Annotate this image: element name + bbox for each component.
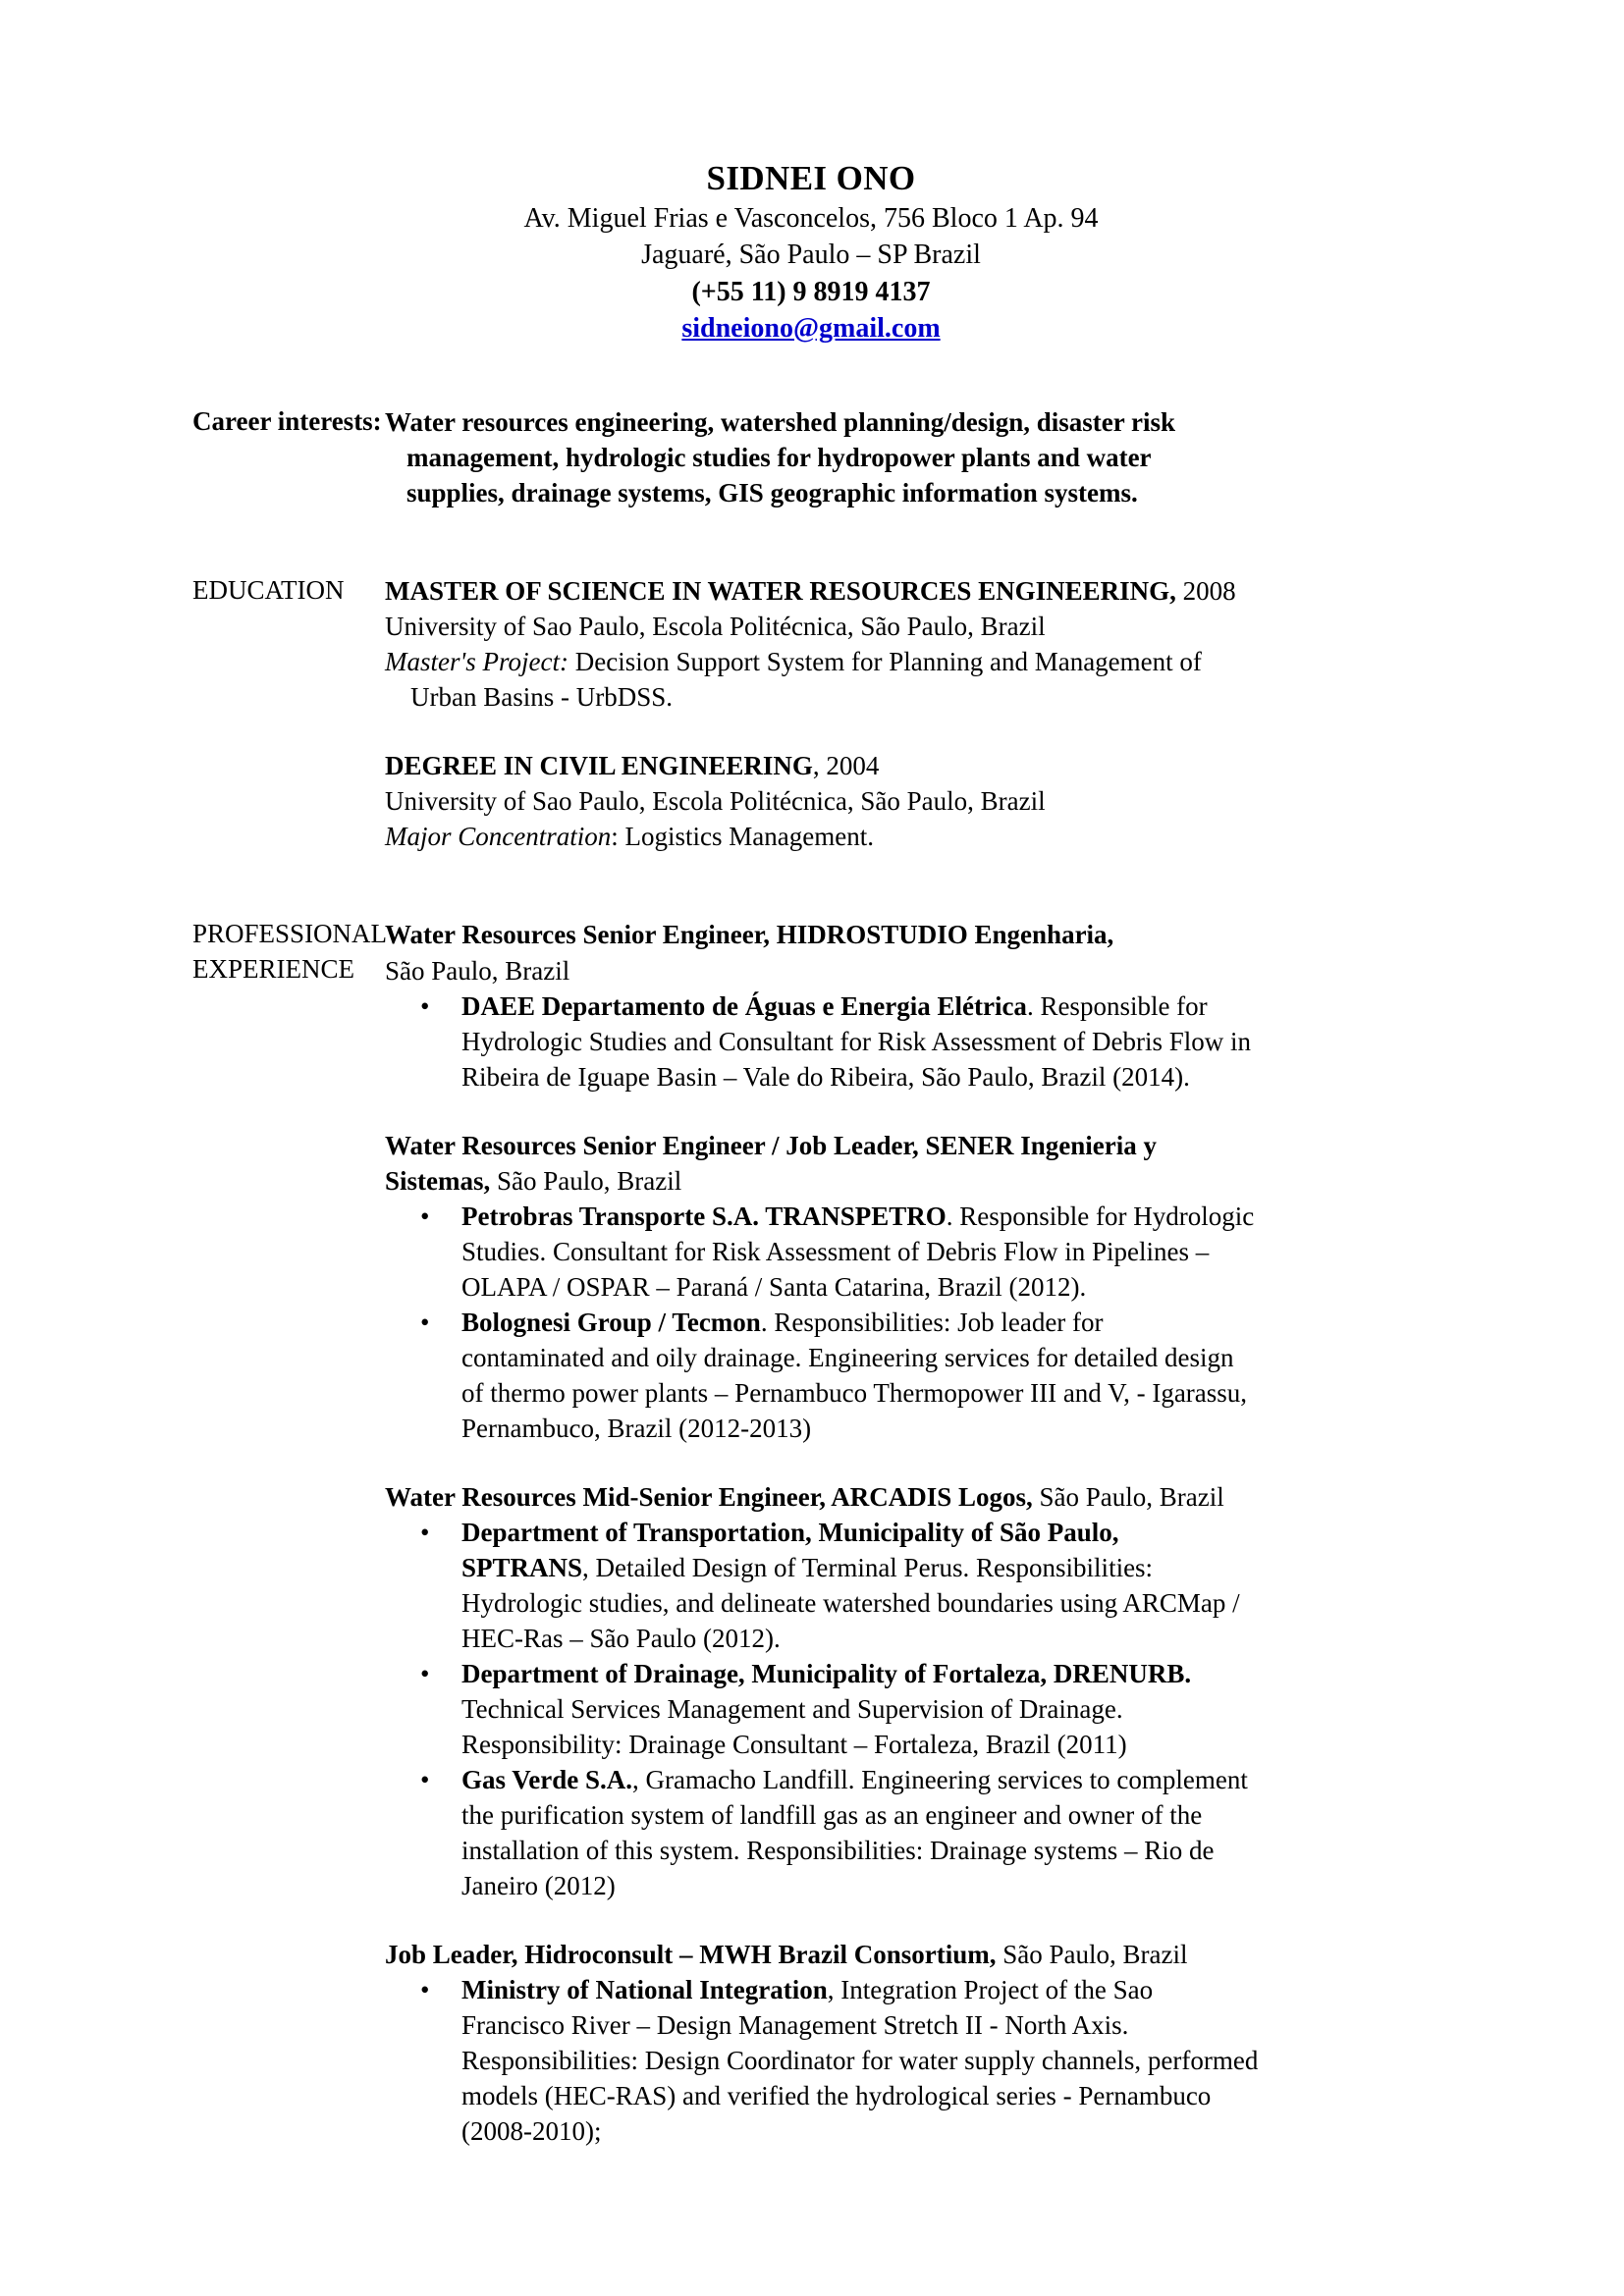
email-line [192,310,1430,347]
bullet-title: DAEE Departamento de Águas e Energia Elétrica [461,990,1027,1021]
list-item [385,988,1430,1095]
job-title-bold: Job Leader, Hidroconsult – MWH Brazil Consortium, [385,1940,997,1970]
job-company-tail: Sistemas, [385,1165,491,1196]
job-bullet-list [385,1972,1430,2149]
education-degree-line [385,748,1430,783]
education-label: EDUCATION [192,575,345,606]
career-interests-label: Career interests: [192,405,382,436]
career-interests-line-3: supplies, drainage systems, GIS geographic information systems. [406,478,1138,508]
education-year: 2008 [1175,576,1236,607]
career-interests-line-2: management, hydrologic studies for hydropower plants and water [406,442,1152,472]
address-line-1: Av. Miguel Frias e Vasconcelos, 756 Bloco 1 Ap. 94 [523,202,1099,234]
bullet-line: contaminated and oily drainage. Engineering services for detailed design [461,1342,1234,1372]
education-entry [385,748,1430,854]
education-section [192,573,1430,854]
education-entry [385,573,1430,715]
bullet-text: , Detailed Design of Terminal Perus. Responsibilities: [582,1552,1154,1582]
job-title [385,1937,1430,1972]
experience-label-line-1: PROFESSIONAL [192,919,388,949]
experience-label-line-2: EXPERIENCE [192,954,354,985]
education-year: , 2004 [812,751,880,781]
bullet-title: Department of Drainage, Municipality of Fortaleza, DRENURB. [461,1659,1192,1689]
education-project-text: : Logistics Management. [611,822,874,852]
list-item [385,1305,1430,1446]
list-item [385,1762,1430,1903]
address-line-2: Jaguaré, São Paulo – SP Brazil [641,239,981,270]
bullet-title: Gas Verde S.A. [461,1765,633,1795]
bullet-title-tail: SPTRANS [461,1552,583,1582]
bullet-line: Pernambuco, Brazil (2012-2013) [461,1413,812,1443]
resume-header [192,157,1430,347]
education-degree: DEGREE IN CIVIL ENGINEERING [385,751,813,781]
career-interests-label-col [192,404,385,440]
bullet-line: Hydrologic studies, and delineate watershed boundaries using ARCMap / [461,1588,1240,1618]
experience-label [192,917,388,988]
bullet-text: . Responsibilities: Job leader for [760,1307,1104,1337]
education-project-label: Major Concentration [385,822,612,852]
career-interests-line-1: Water resources engineering, watershed planning/design, disaster risk [385,406,1176,437]
job-bullet-list [385,1515,1430,1903]
bullet-title: Ministry of National Integration [461,1975,828,2005]
job-title [385,1479,1430,1515]
job-entry [385,1937,1430,2149]
career-interests-section [192,404,1430,511]
list-item [385,1515,1430,1656]
bullet-line: Responsibilities: Design Coordinator for water supply channels, performed [461,2046,1259,2076]
job-title: Water Resources Senior Engineer / Job Leader, SENER Ingenieria y [385,1130,1158,1160]
job-location-inline: São Paulo, Brazil [1032,1481,1224,1512]
experience-jobs [385,917,1430,2149]
bullet-line: Ribeira de Iguape Basin – Vale do Ribeira, São Paulo, Brazil (2014). [461,1061,1190,1092]
job-entry [385,1128,1430,1446]
experience-section [192,917,1430,2149]
bullet-line: Studies. Consultant for Risk Assessment of Debris Flow in Pipelines – [461,1236,1210,1266]
education-institution: University of Sao Paulo, Escola Politécnica, São Paulo, Brazil [385,612,1046,642]
bullet-line: Responsibility: Drainage Consultant – Fortaleza, Brazil (2011) [461,1730,1127,1760]
list-item [385,1199,1430,1305]
bullet-line: Technical Services Management and Supervision of Drainage. [461,1694,1123,1725]
bullet-title: Bolognesi Group / Tecmon [461,1307,761,1337]
bullet-line: HEC-Ras – São Paulo (2012). [461,1624,781,1654]
job-location-inline: São Paulo, Brazil [490,1165,682,1196]
list-item [385,1656,1430,1762]
bullet-text: . Responsible for [1026,990,1208,1021]
job-title-bold: Water Resources Mid-Senior Engineer, ARCADIS Logos, [385,1481,1033,1512]
job-bullet-list [385,988,1430,1095]
bullet-text: , Gramacho Landfill. Engineering services to complement [632,1765,1248,1795]
bullet-line: models (HEC-RAS) and verified the hydrological series - Pernambuco [461,2081,1212,2111]
bullet-line: of thermo power plants – Pernambuco Thermopower III and V, - Igarassu, [461,1377,1248,1408]
bullet-line: Hydrologic Studies and Consultant for Risk Assessment of Debris Flow in [461,1026,1251,1056]
education-entries [385,573,1430,854]
job-title-line-2 [385,1163,1430,1199]
bullet-title: Department of Transportation, Municipality of São Paulo, [461,1517,1119,1547]
education-project-line-2: Urban Basins - UrbDSS. [410,682,673,713]
education-project-text: Decision Support System for Planning and Management of [568,647,1202,677]
education-degree: MASTER OF SCIENCE IN WATER RESOURCES ENGINEERING, [385,576,1176,607]
education-project-line [385,819,1430,854]
job-bullet-list [385,1199,1430,1446]
bullet-line [461,1550,1430,1585]
document-body [192,157,1430,2149]
education-project-line [385,644,1430,679]
bullet-title: Petrobras Transporte S.A. TRANSPETRO [461,1201,947,1231]
bullet-text: , Integration Project of the Sao [827,1975,1154,2005]
education-project-label: Master's Project: [385,647,568,677]
bullet-line: (2008-2010); [461,2116,602,2147]
bullet-line: Francisco River – Design Management Stretch II - North Axis. [461,2010,1129,2041]
email-link[interactable]: sidneiono@gmail.com [681,313,941,345]
job-location: São Paulo, Brazil [385,955,570,986]
bullet-line: installation of this system. Responsibilities: Drainage systems – Rio de [461,1836,1215,1866]
education-degree-line [385,573,1430,609]
education-institution: University of Sao Paulo, Escola Politécnica, São Paulo, Brazil [385,786,1046,817]
page-title: SIDNEI ONO [706,159,916,197]
bullet-line: the purification system of landfill gas as an engineer and owner of the [461,1800,1203,1831]
job-title: Water Resources Senior Engineer, HIDROSTUDIO Engenharia, [385,920,1114,950]
bullet-line: OLAPA / OSPAR – Paraná / Santa Catarina, Brazil (2012). [461,1271,1087,1302]
job-location-inline: São Paulo, Brazil [996,1940,1188,1970]
job-entry [385,1479,1430,1903]
bullet-line: Janeiro (2012) [461,1871,616,1901]
job-entry [385,917,1430,1094]
phone-number: (+55 11) 9 8919 4137 [691,276,931,307]
list-item [385,1972,1430,2149]
career-interests-text [385,404,1430,511]
bullet-text: . Responsible for Hydrologic [946,1201,1255,1231]
